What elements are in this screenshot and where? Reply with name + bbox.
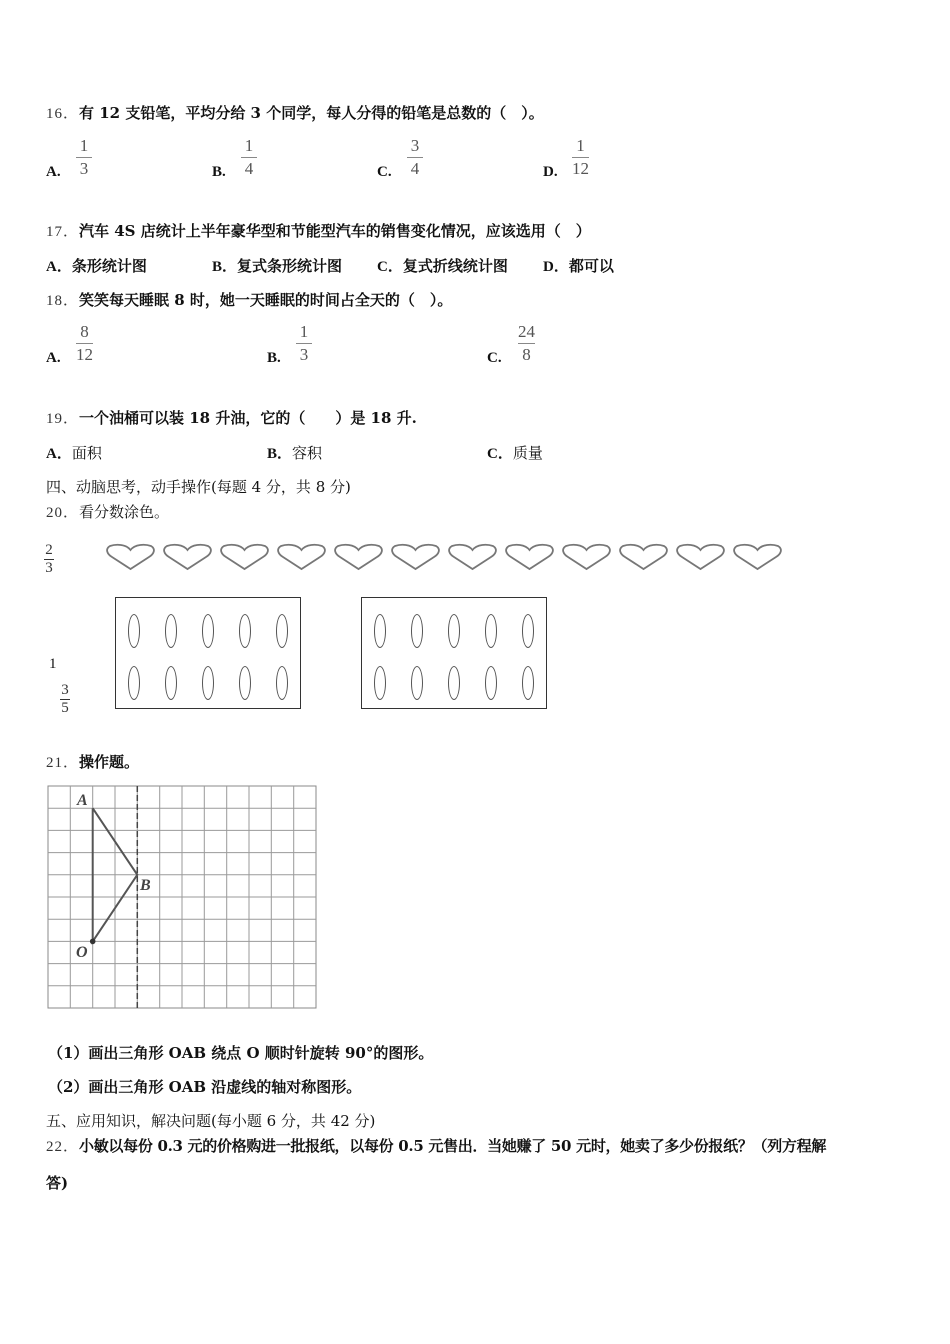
heart-icon[interactable] [163, 543, 212, 571]
option-text: 面积 [71, 444, 102, 462]
numerator: 1 [576, 136, 585, 155]
q18-fraction-a [76, 322, 93, 365]
question-16 [46, 102, 544, 123]
option-label: C． [487, 446, 513, 462]
q16-fraction-d [572, 136, 589, 179]
hearts-row [106, 543, 782, 571]
question-text-line1: 小敏以每份 0.3 元的价格购进一批报纸，以每份 0.5 元售出．当她赚了 50 元时，她卖了多少份报纸？（列方程解 [79, 1137, 827, 1155]
heart-icon[interactable] [448, 543, 497, 571]
point-o-label: O [76, 944, 88, 961]
question-number: 16． [46, 106, 80, 122]
oval-shape[interactable] [276, 666, 288, 700]
denominator: 3 [299, 345, 309, 364]
oval-shape[interactable] [276, 614, 288, 648]
q19-option-b[interactable] [267, 442, 322, 463]
question-text: 操作题。 [79, 753, 140, 771]
fraction-bar [518, 343, 535, 344]
oval-row [372, 666, 536, 700]
question-17 [46, 220, 591, 241]
question-number: 20． [46, 505, 80, 521]
question-20 [46, 501, 169, 522]
oval-box-1 [115, 597, 301, 709]
numerator: 2 [45, 542, 53, 558]
numerator: 3 [410, 136, 420, 155]
hearts-fraction [44, 543, 54, 576]
numerator: 3 [61, 682, 69, 698]
oval-shape[interactable] [522, 666, 534, 700]
option-label: D． [543, 259, 569, 275]
point-a-label: A [77, 792, 88, 809]
option-label: C. [487, 350, 502, 366]
q19-option-a[interactable] [46, 442, 102, 463]
heart-icon[interactable] [619, 543, 668, 571]
fraction-bar [241, 157, 257, 158]
oval-shape[interactable] [128, 666, 140, 700]
q16-option-d[interactable] [543, 162, 558, 181]
heart-icon[interactable] [334, 543, 383, 571]
oval-shape[interactable] [448, 666, 460, 700]
question-text: 汽车 4S 店统计上半年豪华型和节能型汽车的销售变化情况，应该选用（ ） [79, 222, 591, 240]
q18-fraction-c [518, 322, 535, 365]
heart-icon[interactable] [106, 543, 155, 571]
option-label: C. [377, 164, 392, 180]
denominator: 4 [244, 159, 254, 178]
option-label: C． [377, 259, 403, 275]
oval-row [126, 614, 290, 648]
question-text: 有 12 支铅笔，平均分给 3 个同学，每人分得的铅笔是总数的（ ）。 [79, 104, 544, 122]
fraction-bar [296, 343, 312, 344]
fraction-bar [76, 157, 92, 158]
question-number: 21． [46, 755, 80, 771]
denominator: 5 [61, 700, 69, 716]
denominator: 3 [45, 560, 53, 576]
oval-shape[interactable] [239, 614, 251, 648]
option-label: B． [267, 446, 293, 462]
denominator: 3 [79, 159, 89, 178]
q16-fraction-c [407, 136, 423, 179]
section-5-heading: 五、应用知识，解决问题(每小题 6 分，共 42 分) [46, 1112, 376, 1130]
heart-icon[interactable] [277, 543, 326, 571]
heart-icon[interactable] [562, 543, 611, 571]
option-text: 质量 [512, 444, 543, 462]
question-22-line2: 答) [46, 1174, 69, 1192]
oval-shape[interactable] [202, 614, 214, 648]
question-22 [46, 1135, 826, 1156]
oval-shape[interactable] [165, 614, 177, 648]
grid-figure[interactable] [46, 784, 320, 1012]
heart-icon[interactable] [391, 543, 440, 571]
oval-shape[interactable] [374, 666, 386, 700]
option-label: A. [46, 164, 61, 180]
denominator: 8 [522, 345, 531, 364]
q19-option-c[interactable] [487, 442, 543, 463]
denominator: 4 [410, 159, 420, 178]
q17-option-c[interactable] [377, 255, 508, 276]
q18-fraction-b [296, 322, 312, 365]
grid-lines [48, 786, 316, 1008]
option-text: 条形统计图 [71, 257, 147, 275]
q16-fraction-a [76, 136, 92, 179]
oval-box-2 [361, 597, 547, 709]
oval-shape[interactable] [239, 666, 251, 700]
oval-shape[interactable] [448, 614, 460, 648]
question-number: 17． [46, 224, 80, 240]
oval-shape[interactable] [485, 614, 497, 648]
ovals-fraction [60, 683, 70, 716]
oval-shape[interactable] [485, 666, 497, 700]
denominator: 12 [572, 159, 589, 178]
option-text: 都可以 [568, 257, 614, 275]
point-o-dot [90, 939, 96, 945]
q17-option-d[interactable] [543, 255, 614, 276]
question-19 [46, 407, 417, 428]
oval-shape[interactable] [411, 666, 423, 700]
oval-shape[interactable] [165, 666, 177, 700]
question-number: 22． [46, 1139, 80, 1155]
question-18 [46, 289, 452, 310]
heart-icon[interactable] [220, 543, 269, 571]
option-label: A. [46, 350, 61, 366]
point-b-label: B [140, 877, 151, 894]
question-21-sub1: （1）画出三角形 OAB 绕点 O 顺时针旋转 90°的图形。 [48, 1044, 434, 1062]
fraction-bar [76, 343, 93, 344]
numerator: 8 [80, 322, 89, 341]
option-text: 复式条形统计图 [237, 257, 343, 275]
oval-shape[interactable] [374, 614, 386, 648]
oval-shape[interactable] [411, 614, 423, 648]
question-21-sub2: （2）画出三角形 OAB 沿虚线的轴对称图形。 [48, 1078, 362, 1096]
question-text: 笑笑每天睡眠 8 时，她一天睡眠的时间占全天的（ ）。 [79, 291, 453, 309]
q18-option-c[interactable] [487, 348, 502, 367]
q16-option-a[interactable] [46, 162, 61, 181]
oval-row [126, 666, 290, 700]
oval-shape[interactable] [128, 614, 140, 648]
fraction-bar [407, 157, 423, 158]
option-label: B. [267, 350, 281, 366]
question-text: 看分数涂色。 [79, 503, 170, 521]
heart-icon[interactable] [733, 543, 782, 571]
q17-option-a[interactable] [46, 255, 147, 276]
q16-option-b[interactable] [212, 162, 226, 181]
option-label: A． [46, 259, 72, 275]
numerator: 1 [244, 136, 254, 155]
fraction-bar [572, 157, 589, 158]
q18-option-b[interactable] [267, 348, 281, 367]
q18-option-a[interactable] [46, 348, 61, 367]
oval-row [372, 614, 536, 648]
q16-option-c[interactable] [377, 162, 392, 181]
q17-option-b[interactable] [212, 255, 342, 276]
option-label: B． [212, 259, 238, 275]
oval-shape[interactable] [202, 666, 214, 700]
heart-icon[interactable] [505, 543, 554, 571]
numerator: 24 [518, 322, 535, 341]
question-number: 18． [46, 293, 80, 309]
section-4-heading: 四、动脑思考，动手操作(每题 4 分，共 8 分) [46, 478, 351, 496]
option-label: A． [46, 446, 72, 462]
option-label: D. [543, 164, 558, 180]
option-label: B. [212, 164, 226, 180]
option-text: 容积 [292, 444, 323, 462]
ovals-label-whole: 1 [49, 656, 57, 672]
numerator: 1 [79, 136, 89, 155]
option-text: 复式折线统计图 [402, 257, 508, 275]
q16-fraction-b [241, 136, 257, 179]
question-text: 一个油桶可以装 18 升油，它的（ ）是 18 升. [79, 409, 417, 427]
heart-icon[interactable] [676, 543, 725, 571]
denominator: 12 [76, 345, 93, 364]
numerator: 1 [299, 322, 309, 341]
oval-shape[interactable] [522, 614, 534, 648]
question-21 [46, 751, 139, 772]
question-number: 19． [46, 411, 80, 427]
